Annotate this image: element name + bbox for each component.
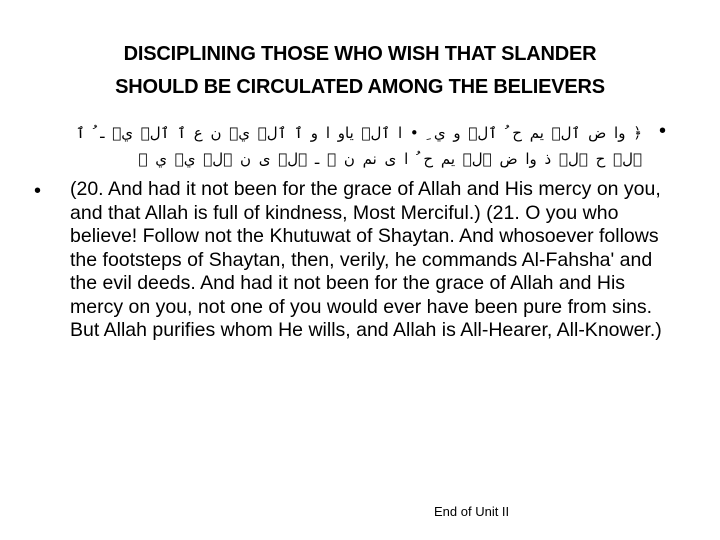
arabic-verse-line-1: ﴿ وا ض ٱلۡ يم ح ُ ٱلۡ و ي ِ • ا ٱلۡ یاو ا و ٱ ٱلۡ يۡ ن ع ٱ ٱلۡ يۡ ـ ُ ٱ xyxy=(76,124,642,142)
bullet-list xyxy=(34,118,684,343)
title-line-1: DISCIPLINING THOSE WHO WISH THAT SLANDER xyxy=(123,43,597,65)
bullet-marker: • xyxy=(34,180,42,202)
arabic-verse-item xyxy=(34,118,684,178)
english-translation-item xyxy=(34,178,684,343)
slide-title xyxy=(40,38,680,104)
footer-note: End of Unit II xyxy=(434,504,510,519)
english-translation: (20. And had it not been for the grace of Allah and His mercy on you, and that Allah is full of kindness, Most Merciful.) (21. O you who believe! Follow not the Khutuwat of Shaytan. And whosoever follows the footsteps of Shaytan, then, verily, he commands Al-Fahsha' and the evil deeds. And had it not been for the grace of Allah and His mercy on you, not one of you would ever have been pure from sins. But Allah purifies whom He wills, and Allah is All-Hearer, All-Knower.) xyxy=(70,178,662,341)
bullet-marker: • xyxy=(658,120,666,142)
arabic-verse xyxy=(42,120,642,172)
title-line-2: SHOULD BE CIRCULATED AMONG THE BELIEVERS xyxy=(115,76,605,98)
arabic-verse-line-2: ٱلۡ ح ٱلۡ ذ وا ض ٱلۡ يم ح ُ ا ی نم ن ٱ ـ ٱلۡ ی ن ٱلۡ يۡ ي ﴾ xyxy=(138,150,642,168)
